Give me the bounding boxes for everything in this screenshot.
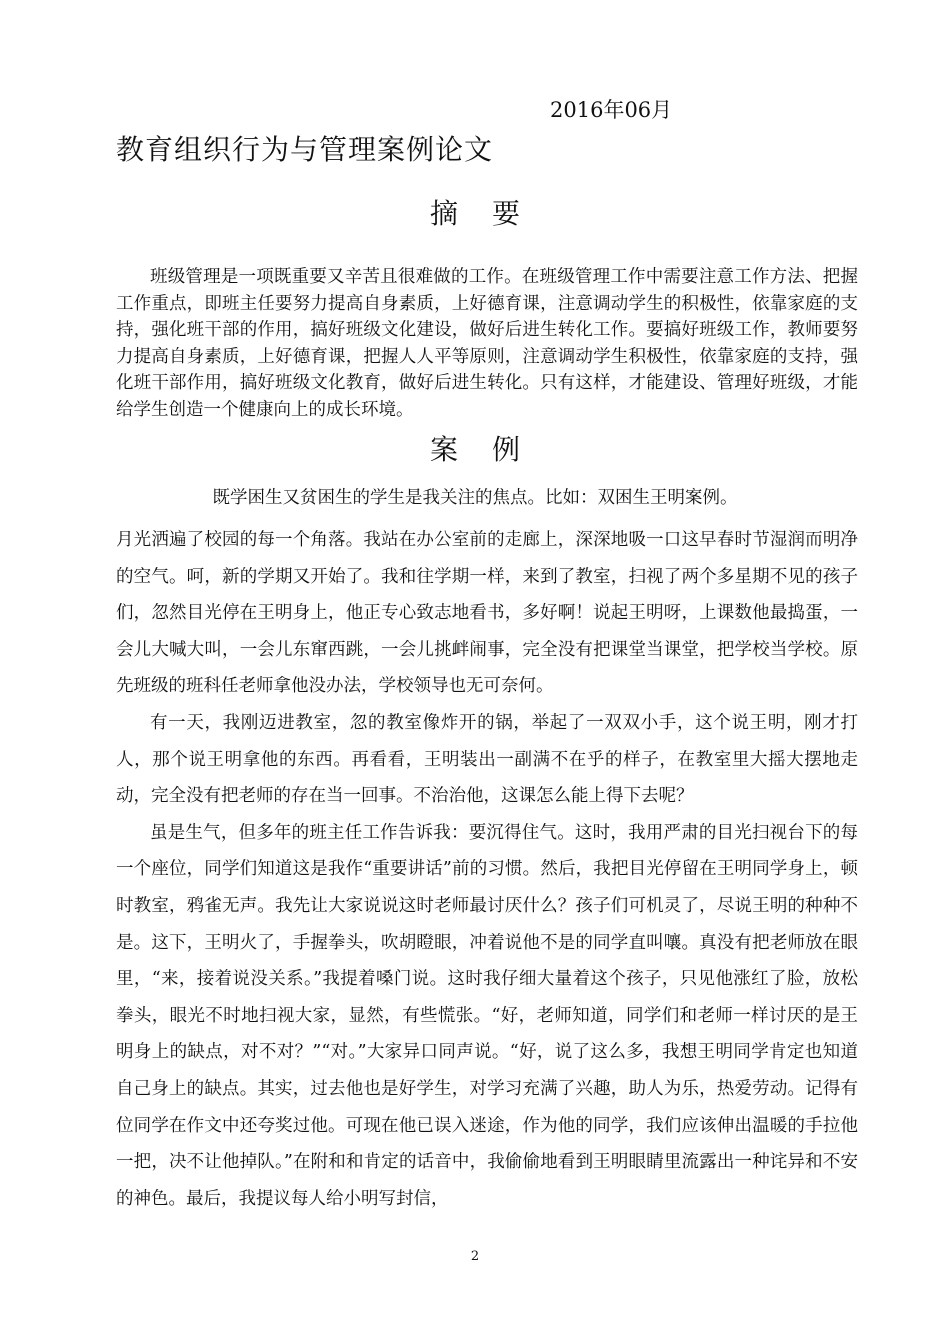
case-lead-sentence: 既学困生又贫困生的学生是我关注的焦点。比如：双困生王明案例。 — [212, 488, 738, 508]
document-title: 教育组织行为与管理案例论文 — [116, 133, 494, 166]
abstract-paragraph: 班级管理是一项既重要又辛苦且很难做的工作。在班级管理工作中需要注意工作方法、把握工作重点，即班主任要努力提高自身素质，上好德育课，注意调动学生的积极性，依靠家庭的支持，强化班干部的作用，搞好班级文化建设，做好后进生转化工作。要搞好班级工作，教师要努力提高自身素质，上好德育课，把握人人平等原则，注意调动学生积极性，依靠家庭的支持，强化班干部作用，搞好班级文化教育，做好后进生转化。只有这样，才能建设、管理好班级，才能给学生创造一个健康向上的成长环境。 — [116, 267, 858, 420]
case-heading: 案例 — [429, 433, 554, 466]
document-date: 2016年06月 — [550, 98, 673, 122]
case-paragraph: 月光洒遍了校园的每一个角落。我站在办公室前的走廊上，深深地吸一口这早春时节湿润而明净的空气。呵，新的学期又开始了。我和往学期一样，来到了教室，扫视了两个多星期不见的孩子们，忽然目光停在王明身上，他正专心致志地看书，多好啊！说起王明呀，上课数他最捣蛋，一会儿大喊大叫，一会儿东窜西跳，一会儿挑衅闹事，完全没有把课堂当课堂，把学校当学校。原先班级的班科任老师拿他没办法，学校领导也无可奈何。 — [116, 530, 858, 697]
abstract-heading: 摘要 — [429, 197, 554, 230]
case-paragraph: 有一天，我刚迈进教室，忽的教室像炸开的锅，举起了一双双小手，这个说王明，刚才打人，那个说王明拿他的东西。再看看，王明装出一副满不在乎的样子，在教室里大摇大摆地走动，完全没有把老师的存在当一回事。不治治他，这课怎么能上得下去呢？ — [116, 712, 858, 807]
page-number: 2 — [470, 1249, 480, 1264]
case-paragraph: 虽是生气，但多年的班主任工作告诉我：要沉得住气。这时，我用严肃的目光扫视台下的每一个座位，同学们知道这是我作“重要讲话”前的习惯。然后，我把目光停留在王明同学身上，顿时教室，鸦雀无声。我先让大家说说这时老师最讨厌什么？孩子们可机灵了，尽说王明的种种不是。这下，王明火了，手握拳头，吹胡瞪眼，冲着说他不是的同学直叫嚷。真没有把老师放在眼里，“来，接着说没关系。”我提着嗓门说。这时我仔细大量着这个孩子，只见他涨红了脸，放松拳头，眼光不时地扫视大家，显然，有些慌张。“好，老师知道，同学们和老师一样讨厌的是王明身上的缺点，对不对？”“对。”大家异口同声说。“好，说了这么多，我想王明同学肯定也知道自己身上的缺点。其实，过去他也是好学生，对学习充满了兴趣，助人为乐，热爱劳动。记得有位同学在作文中还夸奖过他。可现在他已误入迷途，作为他的同学，我们应该伸出温暖的手拉他一把，决不让他掉队。”在附和和肯定的话音中，我偷偷地看到王明眼睛里流露出一种诧异和不安的神色。最后，我提议每人给小明写封信， — [116, 822, 858, 1209]
case-body — [116, 522, 858, 1217]
